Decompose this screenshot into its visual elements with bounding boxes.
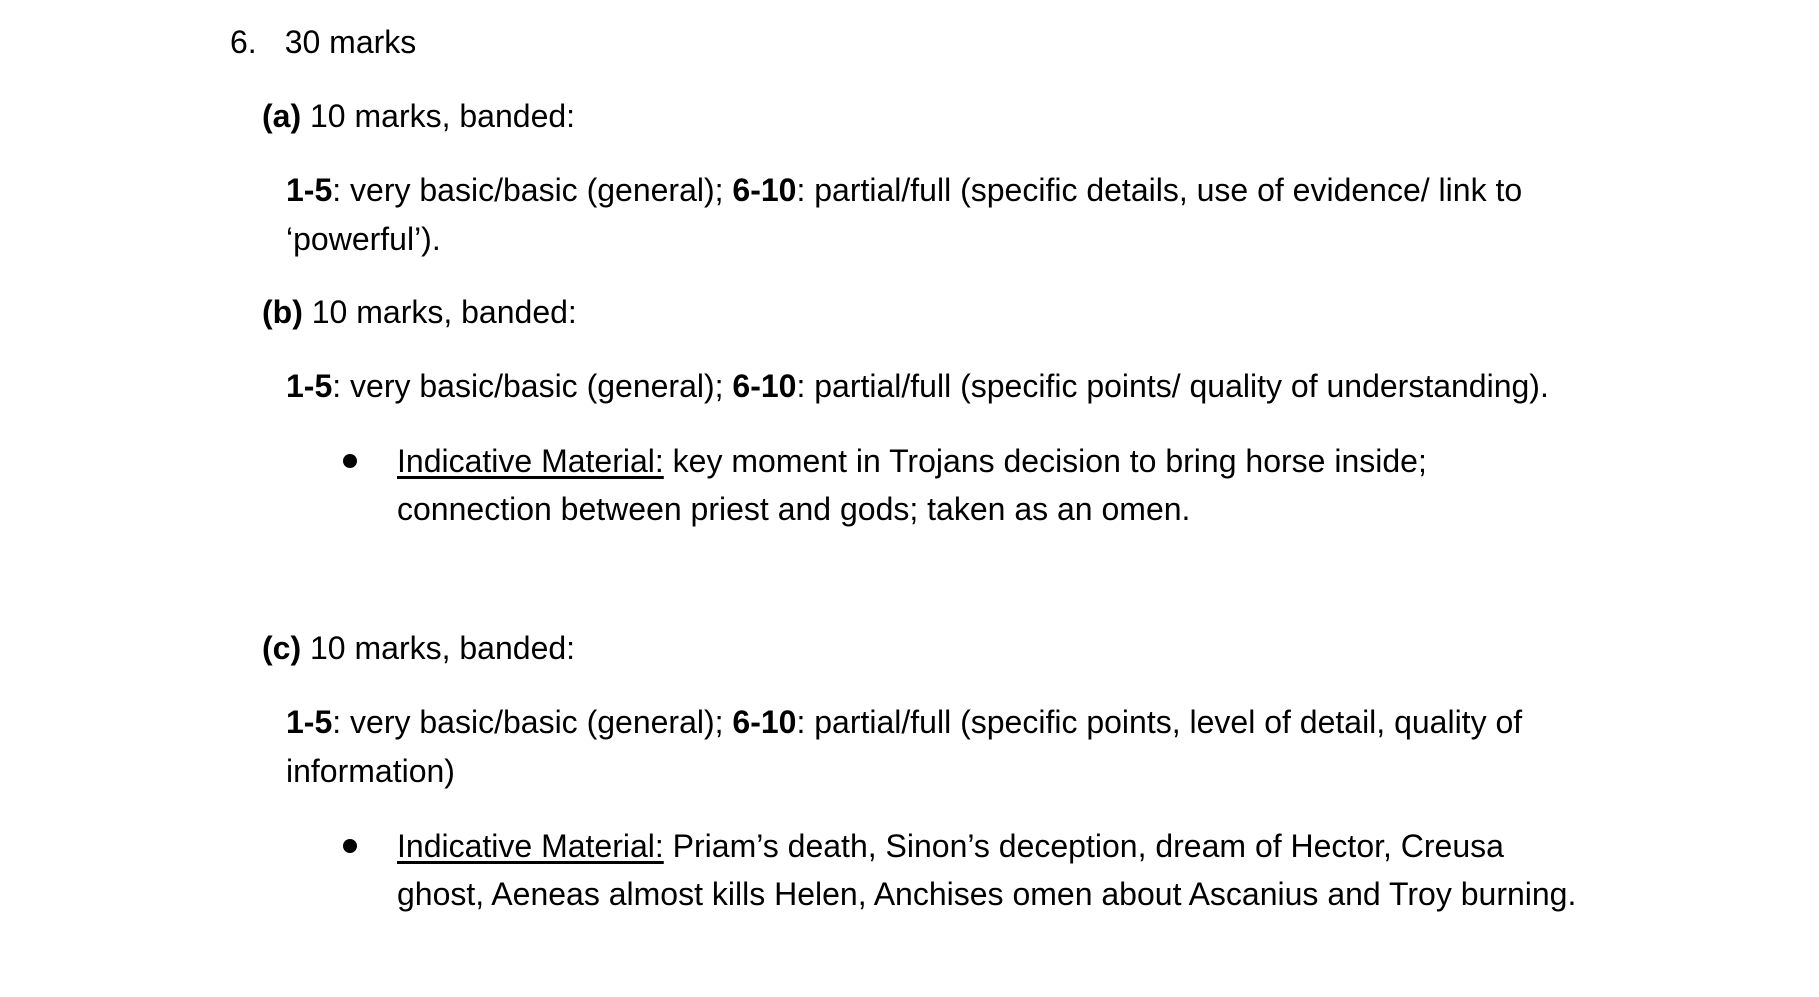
band-high-text: : partial/full (specific details, use of evidence/ link to (796, 172, 1523, 208)
part-b-header (262, 292, 577, 332)
band-low-label: 1-5 (286, 368, 333, 404)
part-c-label: (c) (262, 630, 302, 666)
band-high-label: 6-10 (732, 368, 797, 404)
band-high-text: : partial/full (specific points, level of detail, quality of (796, 704, 1523, 740)
part-c-band-line-2 (286, 751, 455, 791)
part-a-header (262, 96, 575, 136)
band-low-label: 1-5 (286, 172, 333, 208)
question-total-marks: 30 marks (284, 24, 417, 60)
band-high-label: 6-10 (732, 172, 797, 208)
band-low-text: : very basic/basic (general); (332, 704, 733, 740)
part-c-header (262, 628, 575, 668)
part-a-band-line-2 (286, 219, 441, 259)
indicative-material-text: Priam’s death, Sinon’s deception, dream of Hector, Creusa (663, 828, 1504, 864)
band-low-label: 1-5 (286, 704, 333, 740)
part-c-marks: 10 marks, banded: (301, 630, 576, 666)
band-high-text: : partial/full (specific points/ quality of understanding). (796, 368, 1549, 404)
band-high-text-continued: information) (286, 753, 455, 789)
indicative-material-text-continued: connection between priest and gods; taken as an omen. (397, 491, 1191, 527)
band-high-text-continued: ‘powerful’). (286, 221, 441, 257)
bullet-icon (343, 839, 357, 853)
indicative-material-label: Indicative Material: (397, 443, 664, 479)
part-b-label: (b) (262, 294, 303, 330)
band-high-label: 6-10 (732, 704, 797, 740)
part-a-band-line-1 (286, 170, 1522, 210)
part-b-indicative-line-1 (397, 441, 1427, 481)
part-b-indicative-line-2 (397, 489, 1190, 529)
indicative-material-text: key moment in Trojans decision to bring horse inside; (663, 443, 1427, 479)
question-number: 6. (230, 24, 257, 60)
part-b-marks: 10 marks, banded: (302, 294, 577, 330)
part-b-band-line-1 (286, 366, 1549, 406)
indicative-material-text-continued: ghost, Aeneas almost kills Helen, Anchises omen about Ascanius and Troy burning. (397, 876, 1577, 912)
question-header (230, 22, 416, 62)
band-low-text: : very basic/basic (general); (332, 368, 733, 404)
indicative-material-label: Indicative Material: (397, 828, 664, 864)
part-c-indicative-line-2 (397, 874, 1576, 914)
band-low-text: : very basic/basic (general); (332, 172, 733, 208)
part-a-label: (a) (262, 98, 302, 134)
part-c-band-line-1 (286, 702, 1522, 742)
bullet-icon (343, 454, 357, 468)
part-c-indicative-line-1 (397, 826, 1504, 866)
part-a-marks: 10 marks, banded: (301, 98, 576, 134)
